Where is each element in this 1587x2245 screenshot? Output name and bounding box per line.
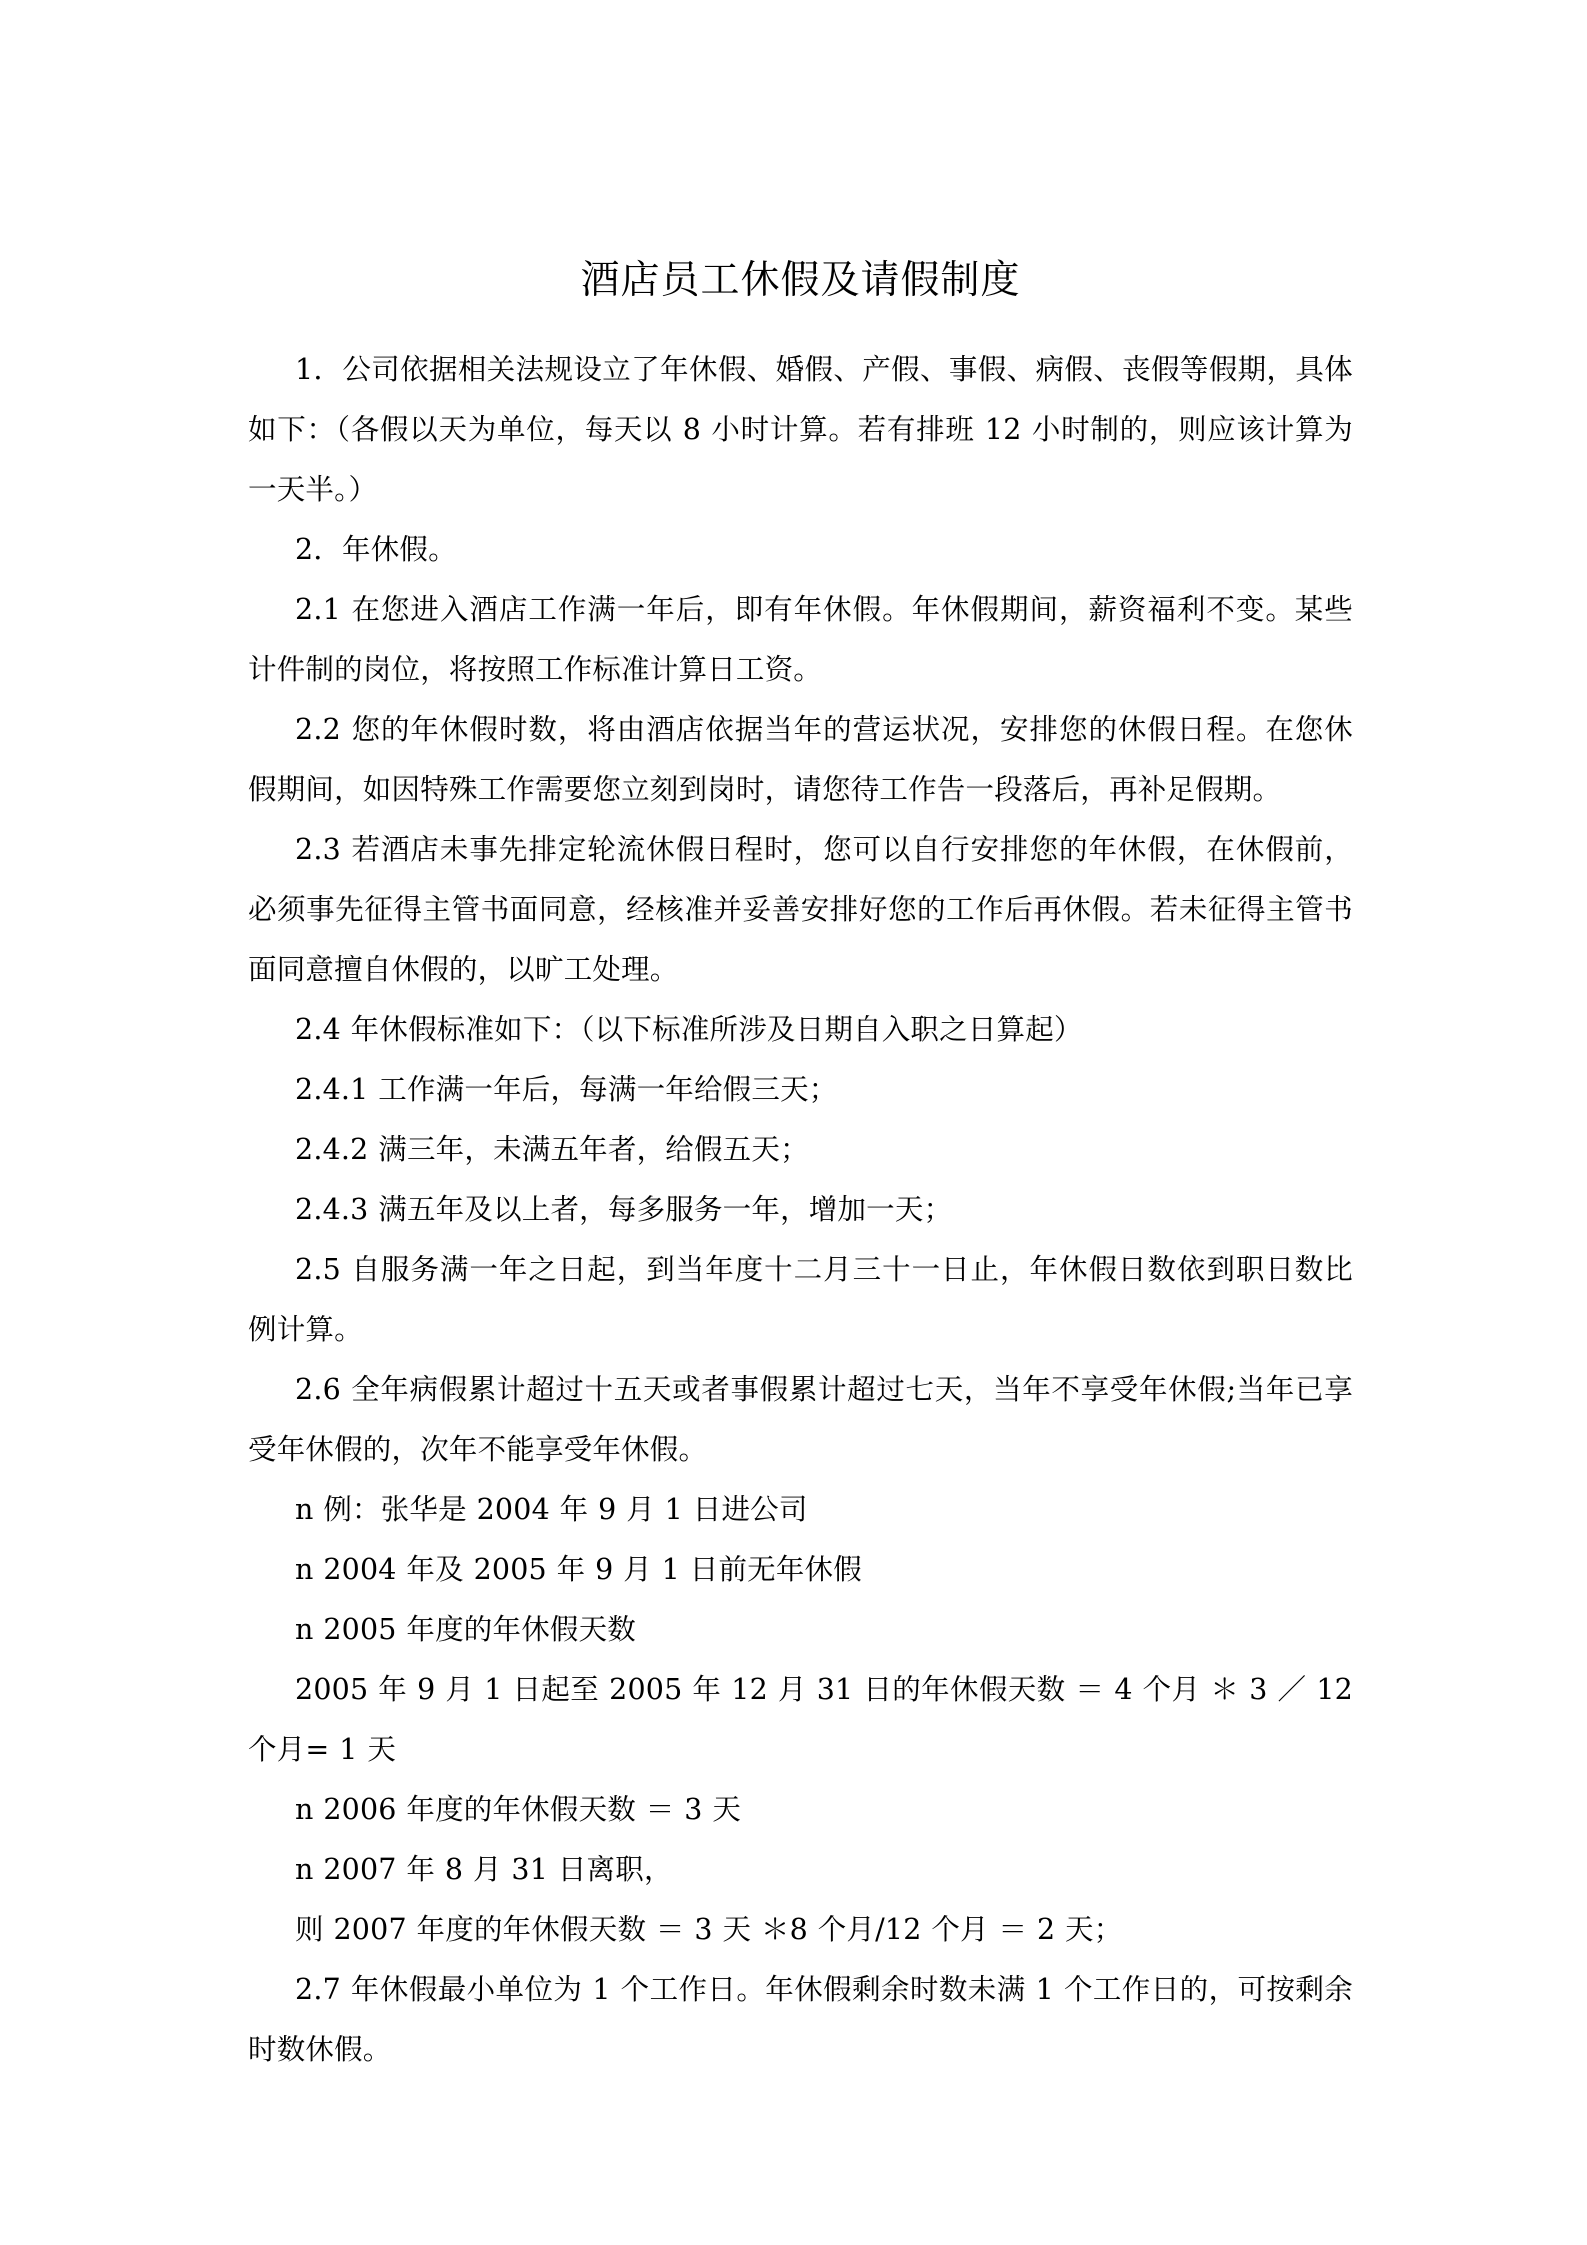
calculation-line-1: 2005 年 9 月 1 日起至 2005 年 12 月 31 日的年休假天数 ＝ 4 个月 ＊ 3 ／ 12 个月= 1 天 (248, 1673, 1353, 1766)
paragraph-2-1: 2.1 在您进入酒店工作满一年后，即有年休假。年休假期间，薪资福利不变。某些计件制的岗位，将按照工作标准计算日工资。 (248, 593, 1353, 686)
paragraph-2-5: 2.5 自服务满一年之日起，到当年度十二月三十一日止，年休假日数依到职日数比例计算。 (248, 1253, 1353, 1346)
document-body (248, 340, 1353, 2080)
paragraph-2-6: 2.6 全年病假累计超过十五天或者事假累计超过七天，当年不享受年休假;当年已享受年休假的，次年不能享受年休假。 (248, 1373, 1353, 1466)
paragraph-2-4-1: 2.4.1 工作满一年后，每满一年给假三天； (295, 1073, 838, 1106)
bullet-item-2: n 2004 年及 2005 年 9 月 1 日前无年休假 (295, 1553, 862, 1586)
paragraph-2-7: 2.7 年休假最小单位为 1 个工作日。年休假剩余时数未满 1 个工作日的，可按剩余时数休假。 (248, 1973, 1353, 2066)
paragraph-2-4-2: 2.4.2 满三年，未满五年者，给假五天； (295, 1133, 809, 1166)
paragraph-2-3: 2.3 若酒店未事先排定轮流休假日程时，您可以自行安排您的年休假，在休假前，必须事先征得主管书面同意，经核准并妥善安排好您的工作后再休假。若未征得主管书面同意擅自休假的，以旷工处理。 (248, 833, 1353, 986)
bullet-item-3: n 2005 年度的年休假天数 (295, 1613, 637, 1646)
page-title: 酒店员工休假及请假制度 (580, 258, 1021, 303)
paragraph-2-4: 2.4 年休假标准如下：（以下标准所涉及日期自入职之日算起） (295, 1013, 1083, 1046)
paragraph-2-2: 2.2 您的年休假时数，将由酒店依据当年的营运状况，安排您的休假日程。在您休假期间，如因特殊工作需要您立刻到岗时，请您待工作告一段落后，再补足假期。 (248, 713, 1353, 806)
calculation-line-2: 则 2007 年度的年休假天数 ＝ 3 天 ＊8 个月/12 个月 ＝ 2 天； (295, 1913, 1123, 1946)
document-content (248, 0, 1353, 2245)
bullet-item-1: n 例：张华是 2004 年 9 月 1 日进公司 (295, 1493, 808, 1526)
paragraph-1: 1．公司依据相关法规设立了年休假、婚假、产假、事假、病假、丧假等假期，具体如下：（各假以天为单位，每天以 8 小时计算。若有排班 12 小时制的，则应该计算为一天半。） (248, 353, 1353, 506)
paragraph-2: 2．年休假。 (295, 533, 457, 566)
bullet-item-4: n 2006 年度的年休假天数 ＝ 3 天 (295, 1793, 742, 1826)
paragraph-2-4-3: 2.4.3 满五年及以上者，每多服务一年，增加一天； (295, 1193, 953, 1226)
bullet-item-5: n 2007 年 8 月 31 日离职， (295, 1853, 673, 1886)
